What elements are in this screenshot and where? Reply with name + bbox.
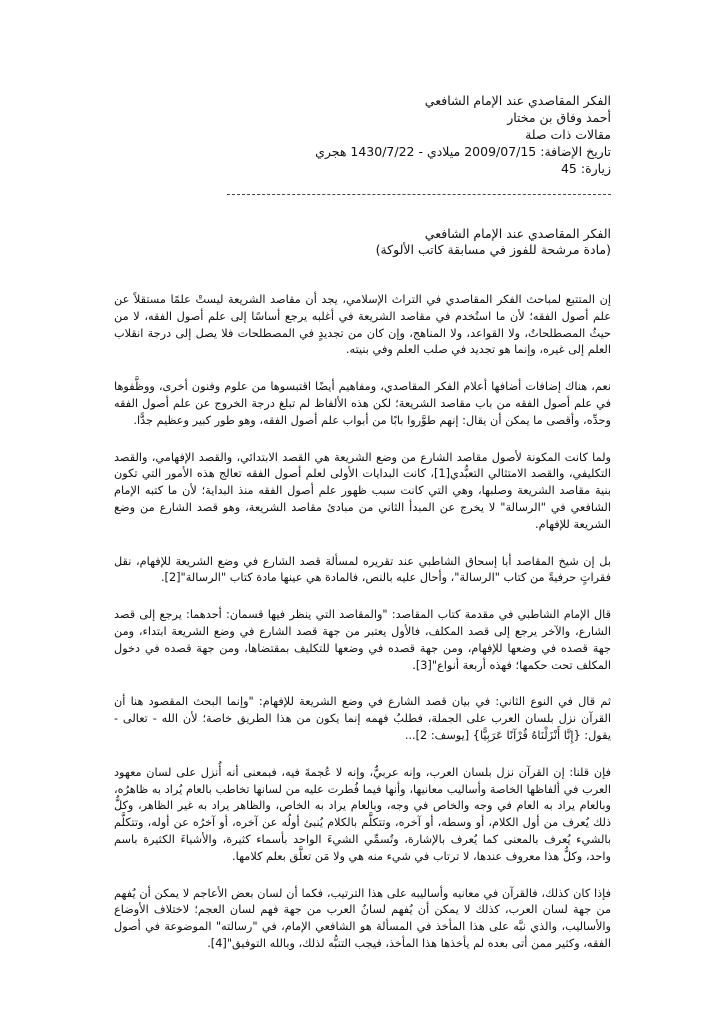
dashed-separator: [227, 194, 611, 195]
separator-wrapper: [114, 194, 611, 222]
paragraph: قال الإمام الشاطبي في مقدمة كتاب المقاصد: "والمقاصد التي ينظر فيها قسمان: أحدهما: يرجع إلى قصد الشارع، والآخر يرجع إلى قصد المكلف، فالأول يعتبر من جهة قصد الشارع في وضع الشريعة ابتداء، ومن جهة قصده في وضعها للإفهام، ومن جهة قصده في وضعها للتكليف بمقتضاها، ومن جهة قصده في دخول المكلف تحت حكمها؛ فهذه أربعة أنواع"[3].: [114, 608, 611, 672]
paragraph: إن المتتبع لمباحث الفكر المقاصدي في التراث الإسلامي، يجد أن مقاصد الشريعة ليستْ علمًا مستقلاً عن علم أصول الفقه؛ لأن ما استُخدم في مقاصد الشريعة في أغلبه يرجع أساسًا إلى علم أصول الفقه، لا من حيثُ المصطلحاتُ، ولا القواعد، ولا المناهج، وإن كان من تجديدٍ في المصطلحات فلا يصل إلى درجة انقلاب العلم إلى غيره، وإنما هو تجديد في صلب العلم وفي بنيته.: [114, 293, 611, 357]
article-body: [114, 292, 611, 953]
article-title: الفكر المقاصدي عند الإمام الشافعي: [424, 93, 611, 108]
paragraph: فإذا كان كذلك، فالقرآن في معانيه وأساليبه على هذا الترتيب، فكما أن لسان بعض الأعاجم لا يمكن أن يُفهم من جهة لسان العرب، كذلك لا يمكن أن يُفهم لسانُ العرب من جهة فهم لسان العجم؛ لاختلاف الأوضاع والأساليب، والذي نبَّه على هذا المأخذ في المسألة هو الشافعي الإمام، في "رسالته" الموضوعة في أصول الفقه، وكثير ممن أتى بعده لم يأخذها هذا المأخذ، فيجب التنبُّه لذلك، وبالله التوفيق"[4].: [114, 886, 611, 950]
visit-count: زيارة: 45: [560, 161, 611, 176]
paragraph: ولما كانت المكونة لأصول مقاصد الشارع من وضع الشريعة هي القصد الابتدائي، والقصد الإفهامي، والقصد التكليفي، والقصد الامتثالي التعبُّدي[1]، كانت البدايات الأولى لعلم أصول الفقه تعالج هذه الأمور التي تكون بنية مقاصد الشريعة وصلبها، وهي التي كانت سبب ظهور علم أصول الفقه منذ البداية؛ لأن ما كتبه الإمام الشافعي في "الرسالة" لا يخرج عن المبدأ الثاني من مبادئ مقاصد الشريعة، وهو قصد الشارع من وضع الشريعة للإفهام.: [114, 450, 611, 531]
paragraph: فإن قلنا: إن القرآن نزل بلسان العرب، وإنه عربيٌّ، وإنه لا عُجمةَ فيه، فبمعنى أنه أُنزل على لسان معهود العرب في ألفاظها الخاصة وأساليب معانيها، وأنها فيما فُطرت عليه من لسانها تخاطب بالعام يُراد به ظاهرُه، وبالعام يراد به العام في وجه والخاص في وجه، وبالعام يراد به الخاص، والظاهر يراد به غير الظاهر، وكلُّ ذلك يُعرف من أول الكلام، أو وسطه، أو آخره، وتتكلَّم بالكلام يُنبئ أولُه عن آخره، أو آخرُه عن أوله، وتتكلَّم بالشيء يُعرف بالمعنى كما يُعرف بالإشارة، وتُسمِّي الشيءَ الواحد بأسماء كثيرة، والأشياءَ الكثيرة باسم واحد، وكلُّ هذا معروف عندها، لا ترتاب في شيء منه هي ولا مَن تعلَّق بعلم كلامها.: [114, 765, 611, 863]
related-articles-label: مقالات ذات صلة: [525, 127, 611, 142]
paragraph: بل إن شيخ المقاصد أبا إسحاق الشاطبي عند تقريره لمسألة قصد الشارع في وضع الشريعة للإفهام، نقل فقراتٍ حرفيةً من كتاب "الرسالة"، وأحال عليه بالنص، فالمادة هي عينها مادة كتاب "الرسالة"[2].: [114, 554, 611, 585]
article-header: [114, 92, 611, 177]
paragraph: نعم، هناك إضافات أضافها أعلام الفكر المقاصدي، ومفاهيم أيضًا اقتبسوها من علوم وفنون أخرى، ووظَّفوها في علم أصول الفقه من باب مقاصد الشريعة؛ لكن هذه الألفاظ لم تبلغ درجة الخروج عن علم أصول الفقه وحدِّه، وأقصى ما يمكن أن يقال: إنهم طوَّروا بابًا من أبواب علم أصول الفقه، وهو طور كبير وعظيم جدًّا.: [114, 380, 611, 427]
author-name: أحمد وفاق بن مختار: [507, 110, 611, 125]
document-title: الفكر المقاصدي عند الإمام الشافعي: [424, 226, 611, 241]
document-title-block: [114, 226, 611, 258]
date-added: تاريخ الإضافة: 2009/07/15 ميلادي - 1430/7/22 هجري: [315, 144, 611, 159]
document-subtitle: (مادة مرشحة للفوز في مسابقة كاتب الألوكة): [375, 242, 611, 257]
paragraph: ثم قال في النوع الثاني: في بيان قصد الشارع في وضع الشريعة للإفهام: "وإنما البحث المقصود هنا أن القرآن نزل بلسان العرب على الجملة، فطلبُ فهمه إنما يكون من هذا الطريق خاصة؛ لأن الله - تعالى - يقول: {إِنَّا أَنْزَلْنَاهُ قُرْآنًا عَرَبِيًّا} [يوسف: 2]...: [114, 695, 611, 742]
